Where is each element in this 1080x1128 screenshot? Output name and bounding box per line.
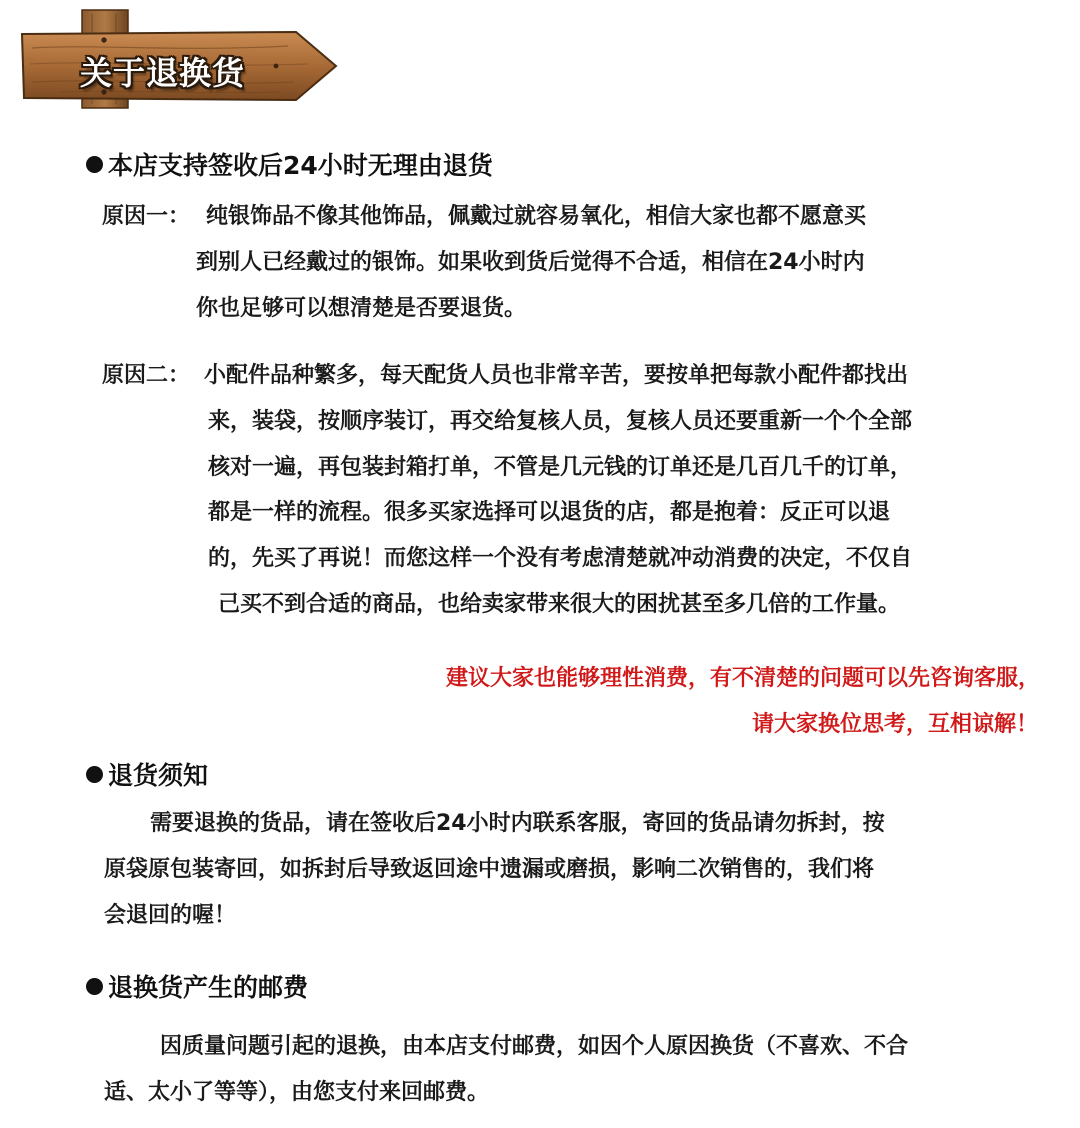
shipping-line: 因质量问题引起的退换，由本店支付邮费，如因个人原因换货（不喜欢、不合 (160, 1034, 909, 1059)
reason2-line: 的，先买了再说！而您这样一个没有考虑清楚就冲动消费的决定，不仅自 (208, 546, 913, 571)
reason2-line: 己买不到合适的商品，也给卖家带来很大的困扰甚至多几倍的工作量。 (218, 592, 901, 617)
notice-line: 请大家换位思考，互相谅解！ (751, 712, 1038, 737)
return-notes-line: 会退回的喔！ (104, 903, 237, 928)
bullet-icon (86, 978, 103, 995)
section-heading-24h-text: 本店支持签收后24小时无理由退货 (108, 151, 493, 180)
reason2-line: 小配件品种繁多，每天配货人员也非常辛苦，要按单把每款小配件都找出 (204, 363, 909, 388)
reason2-line: 都是一样的流程。很多买家选择可以退货的店，都是抱着：反正可以退 (208, 500, 891, 525)
reason1-line: 纯银饰品不像其他饰品，佩戴过就容易氧化，相信大家也都不愿意买 (206, 204, 867, 229)
reason1-label: 原因一： (102, 204, 191, 229)
return-notes-line: 原袋原包装寄回，如拆封后导致返回途中遗漏或磨损，影响二次销售的，我们将 (104, 857, 875, 882)
reason2-label: 原因二： (102, 363, 191, 388)
bullet-icon (86, 156, 103, 173)
section-heading-24h (86, 146, 493, 182)
header-title: 关于退换货 (80, 54, 246, 92)
bullet-icon (86, 766, 103, 783)
reason1-line: 你也足够可以想清楚是否要退货。 (196, 296, 527, 321)
section-heading-shipping (86, 968, 308, 1004)
header-sign (18, 8, 348, 110)
return-notes-line: 需要退换的货品，请在签收后24小时内联系客服，寄回的货品请勿拆封，按 (150, 811, 885, 836)
reason1-line: 到别人已经戴过的银饰。如果收到货后觉得不合适，相信在24小时内 (196, 250, 865, 275)
notice-line: 建议大家也能够理性消费，有不清楚的问题可以先咨询客服， (445, 666, 1040, 691)
reason2-line: 来，装袋，按顺序装订，再交给复核人员，复核人员还要重新一个个全部 (208, 409, 913, 434)
shipping-line: 适、太小了等等），由您支付来回邮费。 (104, 1080, 490, 1105)
section-heading-return-notes (86, 756, 208, 792)
reason2-line: 核对一遍，再包装封箱打单，不管是几元钱的订单还是几百几千的订单， (208, 455, 913, 480)
section-heading-shipping-text: 退换货产生的邮费 (108, 973, 309, 1002)
section-heading-return-notes-text: 退货须知 (108, 761, 209, 790)
